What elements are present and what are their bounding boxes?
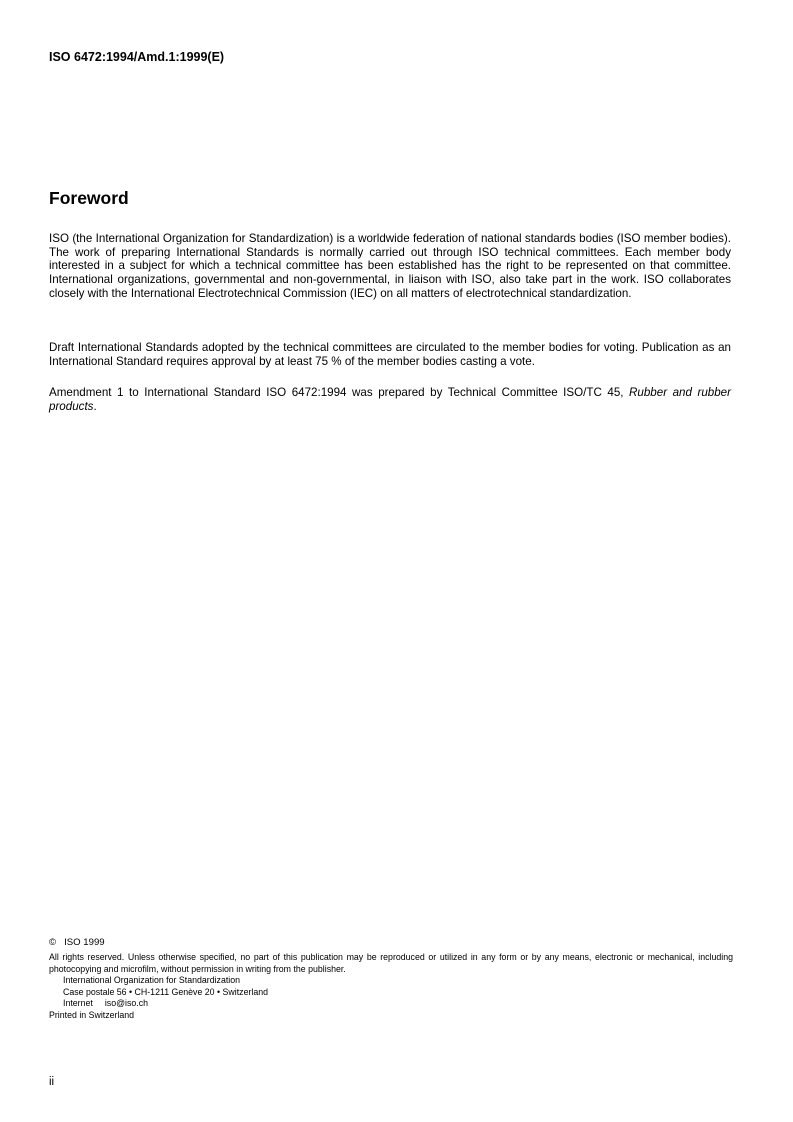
foreword-paragraph-2: Draft International Standards adopted by the technical committees are circulated to the member bodies for voting. Publication as an International Standard requires approval by at least 75 % of the member bodies casting a vote. <box>49 341 731 368</box>
foreword-paragraph-3 <box>49 386 731 413</box>
page-number: ii <box>49 1076 55 1088</box>
document-header: ISO 6472:1994/Amd.1:1999(E) <box>49 50 225 64</box>
copyright-year: ISO 1999 <box>64 937 105 948</box>
postal-address: Case postale 56 • CH-1211 Genève 20 • Switzerland <box>63 986 269 997</box>
internet-contact <box>49 998 749 1010</box>
committee-title: Rubber and rubber products <box>49 386 731 413</box>
rights-statement: All rights reserved. Unless otherwise specified, no part of this publication may be reproduced or utilized in any form or by any means, electronic or mechanical, including photocopying and microfilm, without permission in writing from the publisher. <box>49 952 733 974</box>
copyright-symbol: © <box>49 937 57 948</box>
org-name: International Organization for Standardization <box>63 975 241 986</box>
foreword-paragraph-1: ISO (the International Organization for Standardization) is a worldwide federation of national standards bodies (ISO member bodies). The work of preparing International Standards is normally carried out through ISO technical committees. Each member body interested in a subject for which a technical committee has been established has the right to be represented on that committee. International organizations, governmental and non-governmental, in liaison with ISO, also take part in the work. ISO collaborates closely with the International Electrotechnical Commission (IEC) on all matters of electrotechnical standardization. <box>49 232 731 300</box>
paragraph-3-end: . <box>93 399 97 413</box>
printed-in: Printed in Switzerland <box>49 1009 135 1020</box>
foreword-heading: Foreword <box>49 188 129 208</box>
copyright-block <box>49 937 749 1022</box>
internet-label: Internet <box>63 998 93 1009</box>
internet-email: iso@iso.ch <box>104 998 148 1009</box>
paragraph-3-text: Amendment 1 to International Standard ISO 6472:1994 was prepared by Technical Committee ISO/TC 45, <box>49 386 630 399</box>
copyright-notice <box>49 937 749 949</box>
